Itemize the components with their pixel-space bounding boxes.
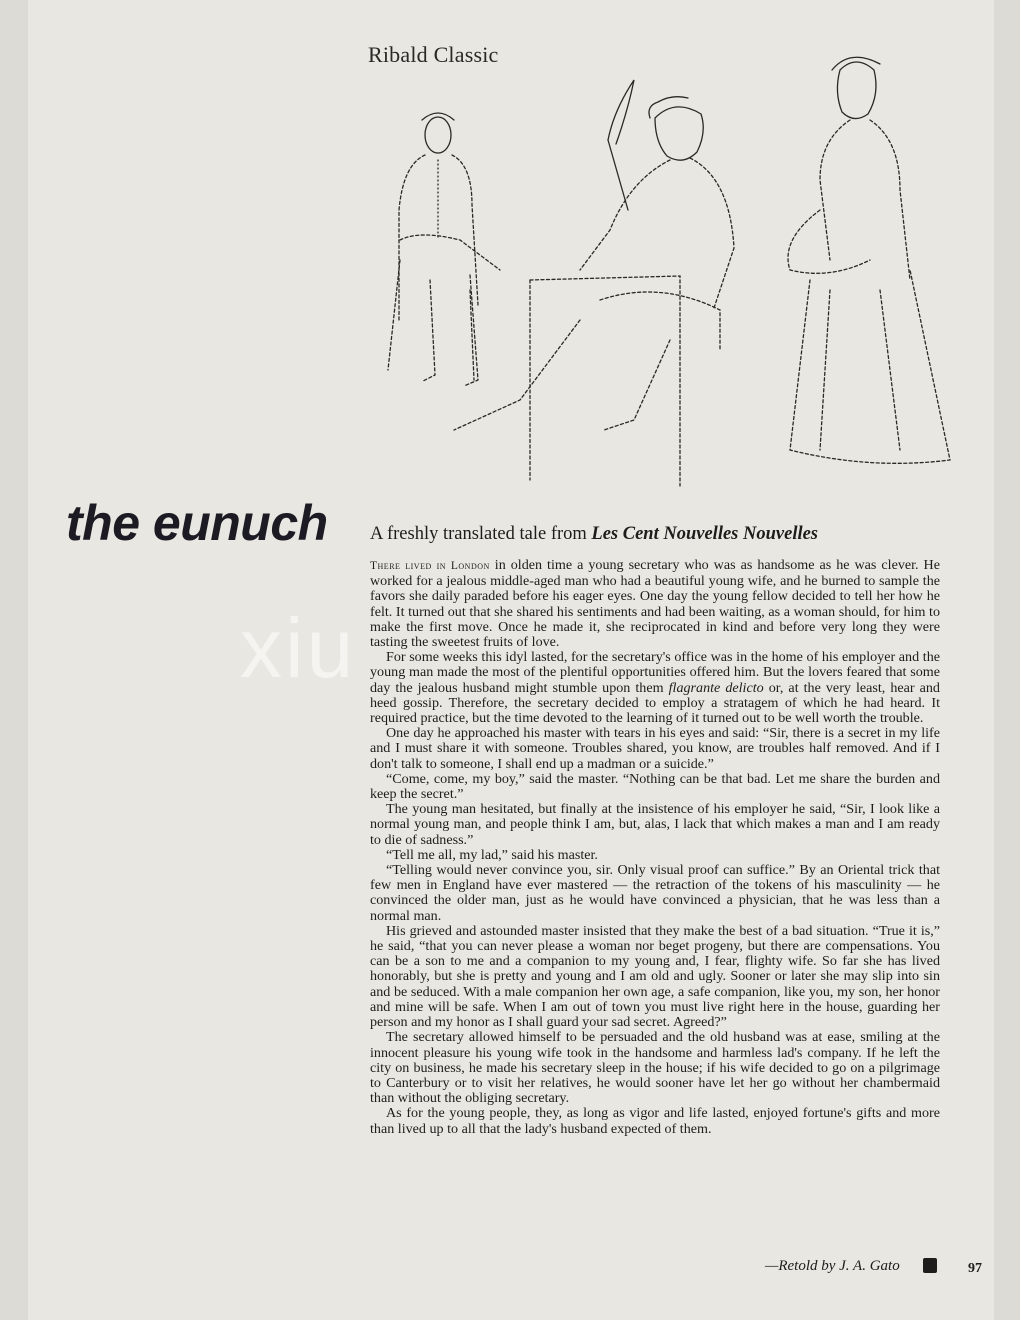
paragraph-1-text: in olden time a young secretary who was as handsome as he was clever. He worked for a jealous middle-aged man who had a beautiful young wife, and he burned to sample the favors she daily paraded before his eager eyes. One day the young fellow decided to tell her how he felt. It turned out that she shared his sentiments and had been waiting, as a woman should, for him to make the first move. Once he made it, she reciprocated in kind and before very long they were tasting the sweetest fruits of love. — [370, 557, 940, 651]
paragraph-8: His grieved and astounded master insisted that they make the best of a bad situation. “True it is,” he said, “that you can never please a woman nor beget progeny, but there are compensations. You can be a son to me and a companion to my young and, I fear, flighty wife. So far she has lived honorably, but she is pretty and young and I am old and ugly. Sooner or later she may slip into sin and be seduced. With a male companion her own age, a safe companion, like you, my son, her honor and mine will be safe. When I am out of town you must live right here in the house, guarding her person and my honor as I shall guard your sad secret. Agreed?” — [370, 922, 940, 1031]
rabbit-logo-icon — [923, 1258, 937, 1273]
article-body — [370, 558, 940, 1137]
page-number: 97 — [968, 1261, 982, 1276]
subtitle-prefix: A freshly translated tale from — [370, 524, 587, 544]
paragraph-9: The secretary allowed himself to be persuaded and the old husband was at ease, smiling at the innocent pleasure his young wife took in the handsome and harmless lad's company. If he left the city on business, he made his secretary sleep in the house; if his wife decided to go on a pilgrimage to Canterbury or to visit her relatives, he would sooner have let her go without her chambermaid than without the obliging secretary. — [370, 1029, 940, 1107]
writing-secretary-figure — [454, 80, 734, 486]
seated-old-man-figure — [388, 113, 500, 386]
paragraph-2-text-a: For some weeks this idyl lasted, for the secretary's office was in the home of his employer and the young man made the most of the plentiful opportunities offered him. But the lovers feared that some day the jealous husband might stumble upon them — [370, 649, 940, 696]
lead-in: There lived in London — [370, 560, 490, 572]
paragraph-2 — [370, 650, 940, 726]
paragraph-10: As for the young people, they, as long as vigor and life lasted, enjoyed fortune's gifts and more than lived up to all that the lady's husband expected of them. — [370, 1105, 940, 1137]
line-drawing-illustration — [370, 40, 970, 490]
watermark: xiu — [240, 601, 357, 695]
paragraph-4: “Come, come, my boy,” said the master. “Nothing can be that bad. Let me share the burden and keep the secret.” — [370, 770, 940, 803]
paragraph-5: The young man hesitated, but finally at the insistence of his employer he said, “Sir, I look like a normal young man, and people think I am, but, alas, I lack that which makes a man and I am ready to die of sadness.” — [370, 801, 940, 848]
paragraph-6: “Tell me all, my lad,” said his master. — [386, 846, 598, 863]
article-title: the eunuch — [66, 495, 328, 551]
paragraph-2-text-b: or, at the very least, hear and heed gossip. Therefore, the secretary decided to employ a stratagem of which he had heard. It required practice, but the time devoted to the learning of it turned out to be well worth the trouble. — [370, 679, 940, 727]
section-header: Ribald Classic — [368, 42, 499, 67]
paragraph-1 — [370, 558, 940, 650]
latin-phrase: flagrante delicto — [668, 679, 764, 696]
paragraph-3: One day he approached his master with tears in his eyes and said: “Sir, there is a secret in my life and I must share it with someone. Troubles shared, you know, are troubles half removed. And if I don't talk to someone, I shall end up a madman or a suicide.” — [370, 725, 940, 772]
author-credit: —Retold by J. A. Gato — [765, 1258, 900, 1274]
paragraph-7: “Telling would never convince you, sir. Only visual proof can suffice.” By an Oriental trick that few men in England have ever mastered — the retraction of the tokens of his masculinity — he convinced the older man, just as he would have convinced a physician, that he was less than a normal man. — [370, 862, 940, 924]
article-subtitle — [370, 524, 940, 545]
subtitle-book-title: Les Cent Nouvelles Nouvelles — [591, 524, 819, 544]
standing-woman-figure — [788, 57, 950, 463]
